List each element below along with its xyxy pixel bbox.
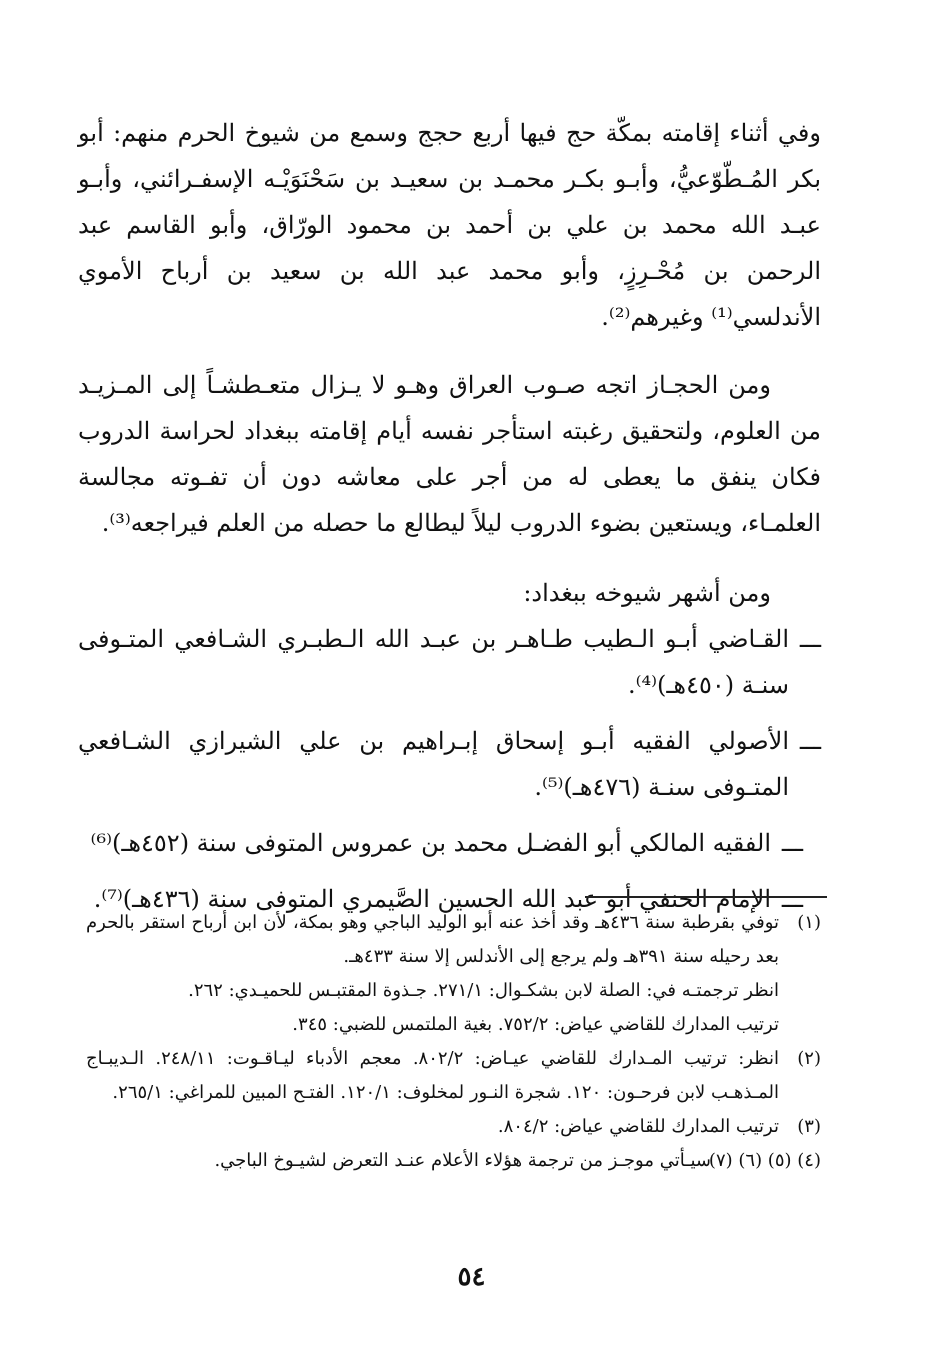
footnote-number: (٢)	[797, 1048, 821, 1069]
paragraph-teachers-mecca: وفي أثناء إقامته بمكّة حج فيها أربع حجج وسمع من شيوخ الحرم منهم: أبو بكر المُـطّوّعيُّ، وأبـو بكـر محمـد بن سعيـد بن سَحْنَوَيْـه الإسفـرائني، وأبـو عبـد الله محمد بن علي بن أحمد بن محمود الورّاق، وأبو القاسم عبد الرحمن بن مُحْـرِزٍ، وأبو محمد عبد الله بن سعيد بن أرباح الأموي الأندلسي⁽¹⁾ وغيرهم⁽²⁾.	[78, 119, 821, 331]
footnote-text: سيـأتي موجـز من ترجمة هؤلاء الأعلام عنـد التعرض لشيـوخ الباجي.	[214, 1150, 711, 1171]
footnote-3	[86, 1110, 821, 1144]
footnote-separator	[585, 896, 827, 898]
list-item-text: الإمام الحنفي أبو عبد الله الحسين الصَّيمري المتوفى سنة (٤٣٦هـ)⁽⁷⁾.	[93, 885, 771, 913]
dash-marker: ـــ	[799, 727, 821, 755]
dash-marker: ـــ	[799, 625, 821, 653]
main-text	[78, 110, 821, 932]
footnote-text: ترتيب المدارك للقاضي عياض: ٨٠٤/٢.	[497, 1116, 779, 1137]
footnotes	[86, 906, 821, 1178]
footnote-text: توفي بقرطبة سنة ٤٣٦هـ وقد أخذ عنه أبو الوليد الباجي وهو بمكة، لأن ابن أرباح استقر بالحرم بعد رحيله سنة ٣٩١هـ ولم يرجع إلى الأندلس إلا سنة ٤٣٣هـ.	[86, 912, 780, 967]
list-item	[78, 718, 821, 810]
baghdad-teachers-list	[78, 616, 821, 922]
list-item-text: القـاضي أبـو الـطيب طـاهـر بن عبـد الله الـطبـري الشـافعي المتـوفى سنـة (٤٥٠هـ)⁽⁴⁾.	[78, 625, 789, 699]
footnote-4-7	[86, 1144, 821, 1178]
footnote-number: (٣)	[797, 1116, 821, 1137]
paragraph-iraq-journey: ومن الحجـاز اتجه صـوب العراق وهـو لا يـزال متعـطشـاً إلى المـزيـد من العلوم، ولتحقيق رغبته استأجر نفسه أيام إقامته ببغداد لحراسة الدروب فكان ينفق ما يعطى له من أجر على معاشه دون أن تفـوته مجالسة العلمـاء، ويستعين بضوء الدروب ليلاً ليطالع ما حصله من العلم فيراجعه⁽³⁾.	[78, 371, 821, 537]
paragraph-baghdad-heading: ومن أشهر شيوخه ببغداد:	[523, 579, 771, 607]
footnote-text: انظر ترجمتـه في: الصلة لابن بشكـوال: ٢٧١/١. جـذوة المقتبـس للحميـدي: ٢٦٢.	[188, 980, 779, 1001]
footnote-number: (١)	[797, 912, 821, 933]
footnote-number: (٤) (٥) (٦) (٧)	[708, 1150, 821, 1171]
footnote-text: ترتيب المدارك للقاضي عياض: ٧٥٢/٢. بغية الملتمس للضبي: ٣٤٥.	[292, 1014, 779, 1035]
list-item-text: الفقيه المالكي أبو الفضـل محمد بن عمروس المتوفى سنة (٤٥٢هـ)⁽⁶⁾	[90, 829, 771, 857]
page-number: ٥٤	[457, 1262, 486, 1292]
footnote-text: انظر: ترتيب المـدارك للقاضي عيـاض: ٨٠٢/٢. معجم الأدباء ليـاقـوت: ٢٤٨/١١. الـديبـاج المـذهـب لابن فرحـون: ١٢٠. شجرة النـور لمخلوف: ١٢٠/١. الفتـح المبين للمراغي: ٢٦٥/١.	[86, 1048, 779, 1103]
dash-marker: ـــ	[781, 885, 803, 913]
list-item	[78, 820, 821, 866]
footnote-2	[86, 1042, 821, 1110]
list-item	[78, 616, 821, 708]
footnote-1	[86, 906, 821, 1042]
dash-marker: ـــ	[781, 829, 803, 857]
list-item-text: الأصولي الفقيه أبـو إسحاق إبـراهيم بن علي الشيرازي الشـافعي المتـوفى سنـة (٤٧٦هـ)⁽⁵⁾.	[78, 727, 789, 801]
